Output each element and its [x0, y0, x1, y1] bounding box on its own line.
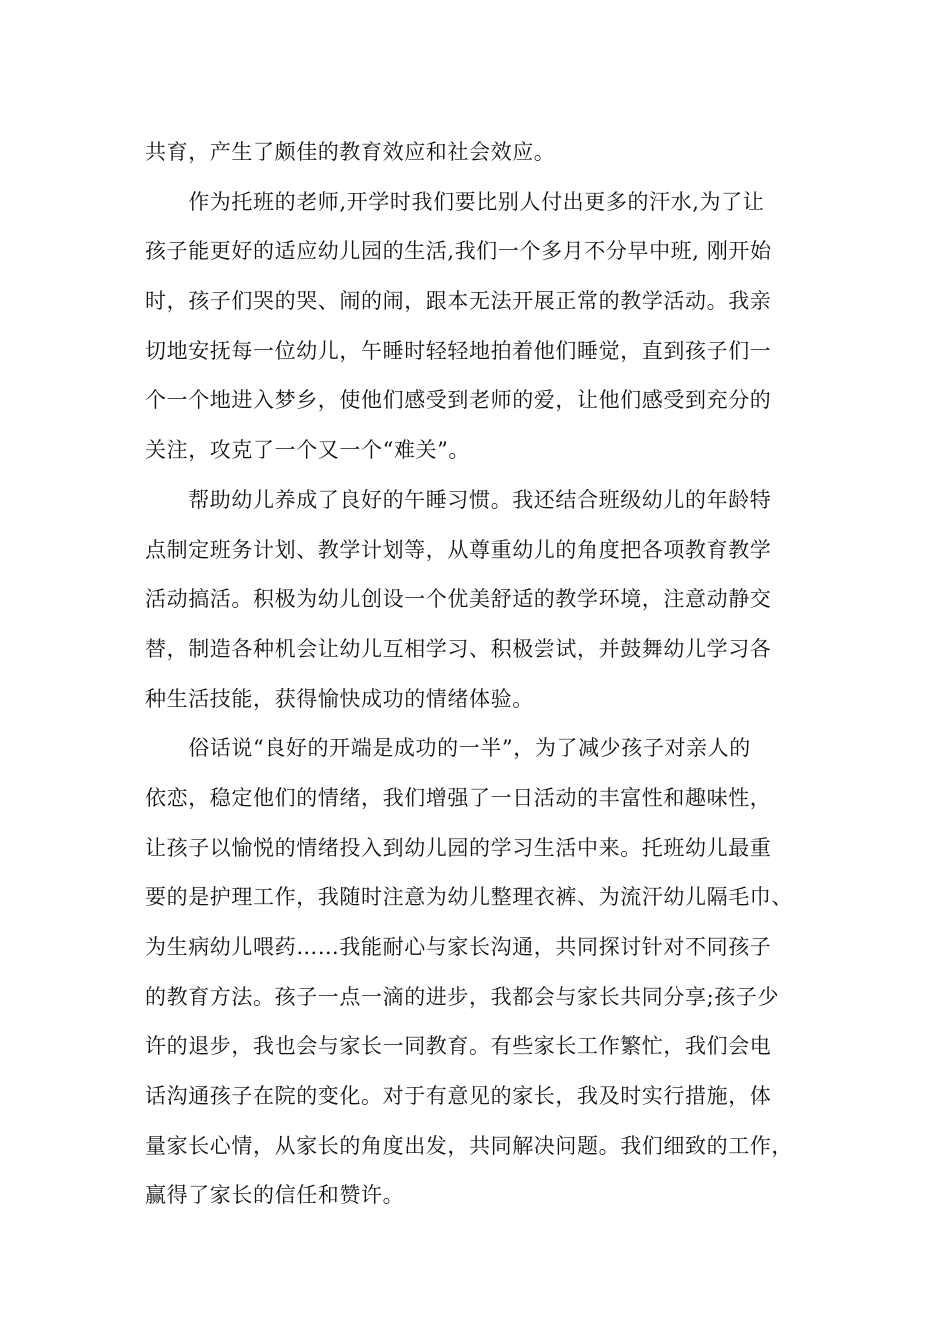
text-line: 孩子能更好的适应幼儿园的生活,我们一个多月不分早中班, 刚开始 [145, 239, 772, 264]
text-line: 活动搞活。积极为幼儿创设一个优美舒适的教学环境，注意动静交 [145, 587, 772, 612]
text-line: 时，孩子们哭的哭、闹的闹，跟本无法开展正常的教学活动。我亲 [145, 289, 772, 314]
text-line: 为生病幼儿喂药……我能耐心与家长沟通，共同探讨针对不同孩子 [145, 935, 772, 959]
text-line: 替，制造各种机会让幼儿互相学习、积极尝试，并鼓舞幼儿学习各 [145, 636, 772, 661]
text-line: 许的退步，我也会与家长一同教育。有些家长工作繁忙，我们会电 [145, 1034, 772, 1059]
text-line: 点制定班务计划、教学计划等，从尊重幼儿的角度把各项教育教学 [145, 537, 772, 562]
text-line: 共育，产生了颇佳的教育效应和社会效应。 [145, 140, 556, 164]
text-line: 让孩子以愉悦的情绪投入到幼儿园的学习生活中来。托班幼儿最重 [145, 835, 772, 860]
text-line: 话沟通孩子在院的变化。对于有意见的家长，我及时实行措施，体 [145, 1084, 772, 1109]
text-line: 要的是护理工作，我随时注意为幼儿整理衣裤、为流汗幼儿隔毛巾、 [145, 885, 793, 910]
text-line: 俗话说“良好的开端是成功的一半”，为了减少孩子对亲人的 [145, 736, 751, 761]
text-line: 切地安抚每一位幼儿，午睡时轻轻地拍着他们睡觉，直到孩子们一 [145, 338, 772, 363]
document-body [145, 128, 825, 1221]
text-line: 种生活技能，获得愉快成功的情绪体验。 [145, 686, 534, 711]
text-line: 作为托班的老师,开学时我们要比别人付出更多的汗水,为了让 [145, 189, 765, 214]
text-line: 依恋，稳定他们的情绪，我们增强了一日活动的丰富性和趣味性， [145, 785, 772, 810]
text-line: 个一个地进入梦乡，使他们感受到老师的爱，让他们感受到充分的 [145, 388, 772, 413]
text-line: 赢得了家长的信任和赞许。 [145, 1183, 405, 1208]
text-line: 关注，攻克了一个又一个“难关”。 [145, 438, 471, 463]
text-line: 帮助幼儿养成了良好的午睡习惯。我还结合班级幼儿的年龄特 [145, 487, 772, 512]
text-line: 量家长心情，从家长的角度出发，共同解决问题。我们细致的工作， [145, 1133, 793, 1158]
text-line: 的教育方法。孩子一点一滴的进步，我都会与家长共同分享;孩子少 [145, 984, 780, 1009]
